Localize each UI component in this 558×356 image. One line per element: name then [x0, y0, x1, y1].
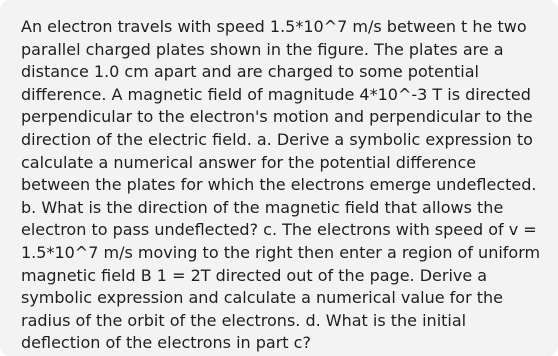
question-text: An electron travels with speed 1.5*10^7 m/s between t he two parallel charged plates shown in the figure. The plates are a distance 1.0 cm apart and are charged to some potential difference. A magnetic field of magnitude 4*10^-3 T is directed perpendicular to the electron's motion and perpendicular to the direction of the electric field. a. Derive a symbolic expression to calculate a numerical answer for the potential difference between the plates for which the electrons emerge undeflected. b. What is the direction of the magnetic field that allows the electron to pass undeflected? c. The electrons with speed of v = 1.5*10^7 m/s moving to the right then enter a region of uniform magnetic field B 1 = 2T directed out of the page. Derive a symbolic expression and calculate a numerical value for the radius of the orbit of the electrons. d. What is the initial deflection of the electrons in part c?: [21, 17, 541, 353]
